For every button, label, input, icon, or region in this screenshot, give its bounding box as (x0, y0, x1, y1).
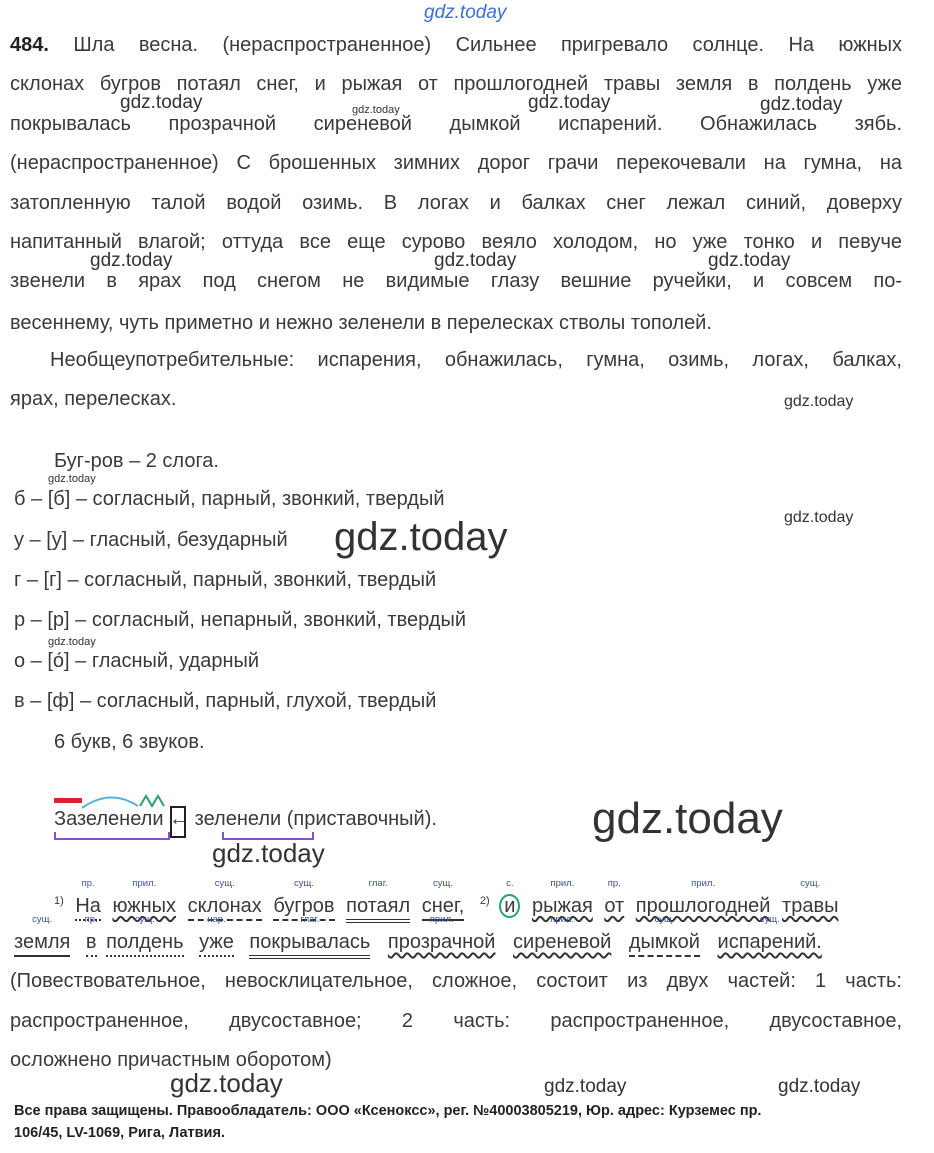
watermark: gdz.today (334, 515, 508, 559)
formation-type: (приставочный). (286, 808, 437, 830)
predicate: глаг. покрывалась (249, 929, 370, 959)
word: прил. южных (112, 877, 177, 917)
text: Шла весна. (нераспространенное) Сильнее пригревало солнце. На южных (73, 34, 902, 56)
paragraph-line: покрывалась прозрачной сиреневой дымкой испарений. Обнажилась зябь. (10, 113, 902, 135)
word-formation (54, 806, 437, 832)
paragraph-line: (нераспространенное) С брошенных зимних дорог грачи перекочевали на гумна, на (10, 152, 902, 174)
conjunction: с. и (499, 893, 520, 919)
phonetic-header: Буг-ров – 2 слога. (54, 450, 219, 472)
word: сущ. травы (782, 877, 839, 917)
sentence-line-1 (54, 877, 920, 923)
word: сущ. дымкой (629, 929, 700, 957)
watermark: gdz.today (544, 1076, 627, 1097)
watermark: gdz.today (592, 794, 783, 843)
part-number: 2) (479, 895, 490, 907)
copyright-line: Все права защищены. Правообладатель: ООО «Ксеноксс», рег. №40003805219, Юр. адрес: Курземес пр. (14, 1103, 762, 1119)
watermark: gdz.today (212, 838, 325, 868)
word: пр. На (75, 893, 101, 921)
word: пр. от (604, 877, 625, 917)
watermark: gdz.today (528, 92, 611, 113)
word: сущ. испарений. (717, 914, 822, 953)
watermark: gdz.today (784, 509, 854, 526)
predicate: глаг. потаял (346, 893, 410, 923)
phonetic-row: о – [о́] – гласный, ударный (14, 650, 260, 672)
analysis-line: (Повествовательное, невосклицательное, сложное, состоит из двух частей: 1 часть: (10, 970, 902, 992)
sentence-line-2 (14, 914, 920, 959)
phonetic-row: у – [у] – гласный, безударный (14, 529, 288, 551)
base-bracket (54, 832, 170, 840)
copyright-line: 106/45, LV-1069, Рига, Латвия. (14, 1125, 225, 1141)
subject: сущ. земля (14, 929, 70, 957)
prefix-mark (54, 798, 82, 803)
watermark: gdz.today (424, 2, 507, 23)
watermark: gdz.today (48, 636, 96, 648)
phonetic-summary: 6 букв, 6 звуков. (54, 731, 205, 753)
paragraph-line: Необщеупотребительные: испарения, обнажилась, гумна, озимь, логах, балках, (50, 349, 902, 371)
watermark: gdz.today (90, 250, 173, 271)
analysis-line: осложнено причастным оборотом) (10, 1049, 332, 1071)
paragraph-line: ярах, перелесках. (10, 388, 177, 410)
watermark: gdz.today (778, 1076, 861, 1097)
word: прил. прозрачной (387, 914, 496, 953)
watermark: gdz.today (784, 393, 854, 410)
phonetic-row: р – [р] – согласный, непарный, звонкий, твердый (14, 609, 466, 631)
word: прил. рыжая (531, 877, 593, 917)
word: нар. уже (199, 929, 234, 957)
paragraph-line: весеннему, чуть приметно и нежно зеленели в перелесках стволы тополей. (10, 312, 712, 334)
phonetic-row: в – [ф] – согласный, парный, глухой, твердый (14, 690, 437, 712)
arrow: ← (169, 808, 190, 830)
watermark: gdz.today (434, 250, 517, 271)
word: сущ. склонах (188, 893, 262, 921)
subject: сущ. снег, (422, 893, 465, 921)
word: сущ. полдень (106, 929, 183, 957)
watermark: gdz.today (760, 94, 843, 115)
paragraph-line (10, 32, 902, 58)
watermark: gdz.today (708, 250, 791, 271)
paragraph-line: склонах бугров потаял снег, и рыжая от прошлогодней травы земля в полдень уже (10, 73, 902, 95)
derived-word: Зазеленели (54, 808, 164, 830)
paragraph-line: звенели в ярах под снегом не видимые глазу вешние ручейки, и совсем по- (10, 270, 902, 292)
source-word: зеленели (194, 808, 282, 830)
exercise-number: 484. (10, 34, 49, 56)
paragraph-line: напитанный влагой; оттуда все еще сурово веяло холодом, но уже тонко и певуче (10, 231, 902, 253)
word: прил. прошлогодней (635, 877, 771, 917)
paragraph-line: затопленную талой водой озимь. В логах и балках снег лежал синий, доверху (10, 192, 902, 214)
analysis-line: распространенное, двусоставное; 2 часть: распространенное, двусоставное, (10, 1010, 902, 1032)
word: пр. в (86, 929, 97, 957)
word: прил. сиреневой (513, 914, 612, 953)
watermark: gdz.today (120, 92, 203, 113)
phonetic-row: б – [б] – согласный, парный, звонкий, твердый (14, 488, 445, 510)
phonetic-row: г – [г] – согласный, парный, звонкий, твердый (14, 569, 437, 591)
watermark: gdz.today (48, 473, 96, 485)
word: сущ. бугров (273, 893, 334, 921)
part-number: 1) (54, 895, 64, 907)
watermark: gdz.today (170, 1068, 283, 1098)
ending-box (170, 806, 186, 838)
watermark: gdz.today (352, 104, 400, 116)
